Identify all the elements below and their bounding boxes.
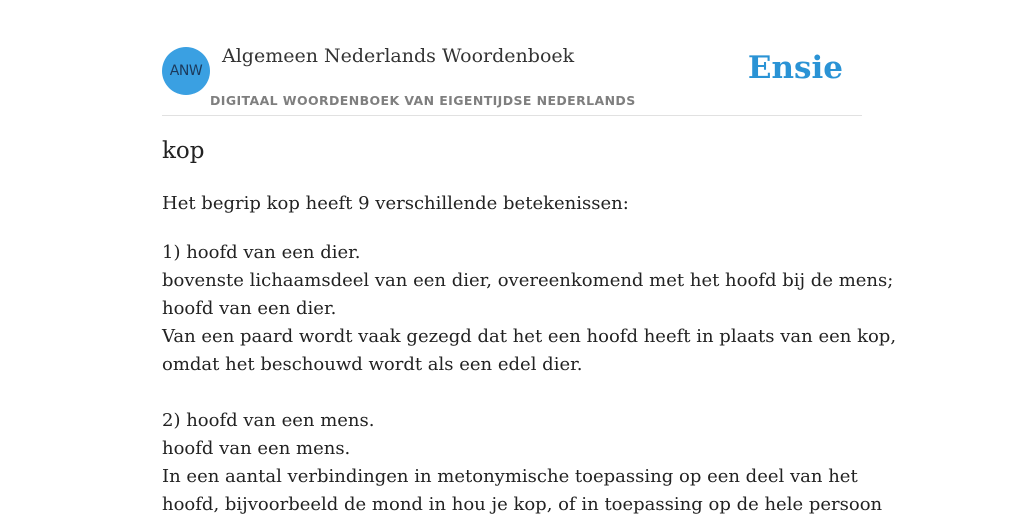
- meaning-line: hoofd, bijvoorbeeld de mond in hou je kop, of in toepassing op de hele persoon: [162, 494, 883, 515]
- meaning-line: hoofd van een mens.: [162, 438, 351, 459]
- entry-title: kop: [162, 138, 205, 164]
- meaning-line: In een aantal verbindingen in metonymische toepassing op een deel van het: [162, 466, 858, 487]
- entry-intro: Het begrip kop heeft 9 verschillende betekenissen:: [162, 193, 629, 214]
- meaning-line: bovenste lichaamsdeel van een dier, overeenkomend met het hoofd bij de mens;: [162, 270, 894, 291]
- site-title[interactable]: Algemeen Nederlands Woordenboek: [222, 45, 575, 67]
- header-divider: [162, 115, 862, 116]
- meanings-list: [162, 239, 897, 519]
- anw-logo[interactable]: ANW: [162, 47, 210, 95]
- meaning-line: omdat het beschouwd wordt als een edel dier.: [162, 354, 583, 375]
- site-subtitle: DIGITAAL WOORDENBOEK VAN EIGENTIJDSE NEDERLANDS: [210, 93, 636, 108]
- meaning-spacer: [162, 379, 862, 407]
- meaning-line: hoofd van een dier.: [162, 298, 337, 319]
- ensie-brand-link[interactable]: Ensie: [747, 50, 843, 86]
- meaning-heading: 1) hoofd van een dier.: [162, 242, 361, 263]
- meaning-heading: 2) hoofd van een mens.: [162, 410, 375, 431]
- meaning-line: Van een paard wordt vaak gezegd dat het een hoofd heeft in plaats van een kop,: [162, 326, 897, 347]
